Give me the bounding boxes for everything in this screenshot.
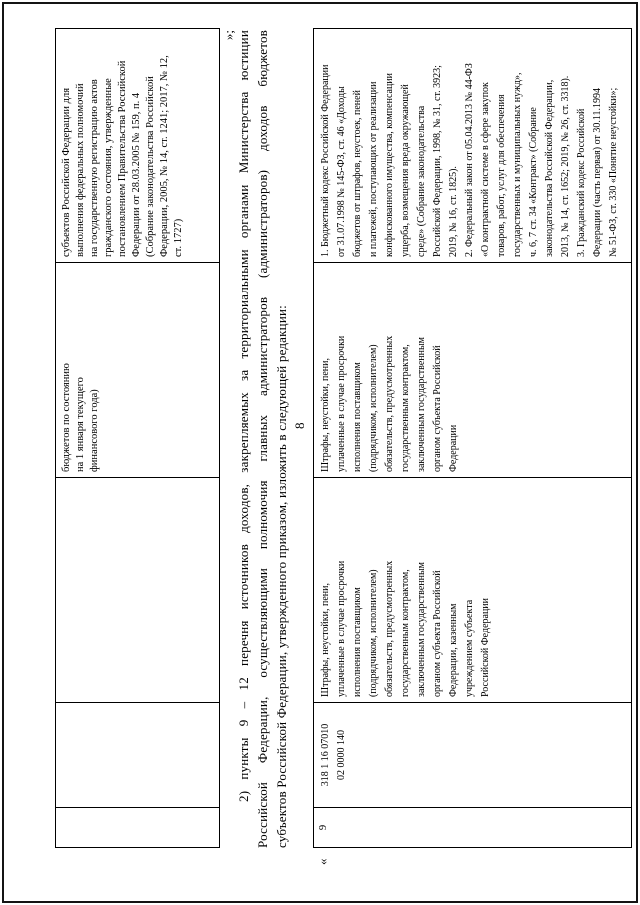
text-line: бюджетов от штрафов, неустоек, пеней	[352, 90, 363, 257]
paragraph-line: субъектов Российской Федерации, утвержденного приказом, изложить в следующей редакции:	[274, 305, 289, 848]
text-line: и платежей, поступающих от реализации	[368, 81, 379, 257]
text-line: законодательства Российской Федерации,	[544, 79, 555, 257]
text-line: государственным контрактом,	[400, 344, 411, 472]
t1-kbk-name-cell	[56, 477, 219, 702]
t2-kbk-name-cell	[314, 477, 631, 702]
text-line: ст. 1727)	[173, 218, 184, 257]
text-line: Федерации	[448, 424, 459, 472]
t2-source-name-cell	[314, 262, 631, 477]
t1-kbk-code-cell	[56, 702, 219, 807]
text-line: 1. Бюджетный кодекс Российской Федерации	[320, 64, 331, 257]
page-number: 8	[292, 422, 307, 429]
table-continuation-fragment	[55, 28, 220, 848]
text-line: (подрядчиком, исполнителем)	[368, 569, 379, 697]
text-line: ч. 6, 7 ст. 34 «Контракт» (Собрание	[528, 107, 539, 257]
text-line: (Собрание законодательства Российской	[145, 76, 156, 257]
text-line: Федерации от 28.03.2005 № 159, п. 4	[131, 92, 142, 257]
t1-source-name-cell	[56, 262, 219, 477]
text-line: ущерба, возмещения вреда окружающей	[400, 84, 411, 257]
text-line: учреждением субъекта	[464, 599, 475, 697]
text-line: «О контрактной системе в сфере закупок	[480, 82, 491, 257]
text-line: Российской Федерации	[480, 597, 491, 697]
text-line: Федерации, 2005, № 14, ст. 1241; 2017, № 12,	[159, 55, 170, 257]
text-line: на государственную регистрацию актов	[89, 79, 100, 257]
text-line: Штрафы, неустойки, пени,	[320, 583, 331, 697]
text-line: (подрядчиком, исполнителем)	[368, 344, 379, 472]
amendment-paragraph	[234, 30, 291, 848]
text-line: бюджетов по состоянию	[61, 363, 72, 472]
opening-quote-mark: «	[315, 858, 330, 865]
text-line: заключенным государственным	[416, 336, 427, 472]
text-line: выполнения федеральных полномочий	[75, 83, 86, 257]
text-line: конфискованного имущества, компенсации	[384, 73, 395, 257]
text-line: Федерации (часть первая) от 30.11.1994	[592, 87, 603, 257]
text-line: уплаченные в случае просрочки	[336, 335, 347, 472]
text-line: государственных и муниципальных нужд»,	[512, 72, 523, 257]
text-line: Федерации, казенным	[448, 603, 459, 697]
text-line: финансового года)	[89, 389, 100, 472]
text-line: обязательств, предусмотренных	[384, 560, 395, 697]
text-line: 2019, № 16, ст. 1825).	[448, 166, 459, 257]
text-line: № 51-ФЗ, ст. 330 «Понятие неустойки»;	[608, 87, 619, 257]
text-line: органом субъекта Российской	[432, 345, 443, 472]
text-line: Штрафы, неустойки, пени,	[320, 358, 331, 472]
text-line: на 1 января текущего	[75, 377, 86, 472]
text-line: органом субъекта Российской	[432, 570, 443, 697]
text-line: от 31.07.1998 № 145-ФЗ, ст. 46 «Доходы	[336, 86, 347, 257]
text-line: товаров, работ, услуг для обеспечения	[496, 94, 507, 257]
text-line: 3. Гражданский кодекс Российской	[576, 108, 587, 257]
text-line: обязательств, предусмотренных	[384, 335, 395, 472]
text-line: заключенным государственным	[416, 561, 427, 697]
text-line: исполнения поставщиком	[352, 362, 363, 472]
revenue-sources-table	[313, 28, 632, 848]
paragraph-line: 2) пункты 9 – 12 перечня источников доходов, закрепляемых за территориальными органами Министерства юстиции	[236, 30, 251, 802]
paragraph-line: Российской Федерации, осуществляющими полномочия главных администраторов (администраторов) доходов бюджетов	[255, 30, 270, 848]
text-line: 2. Федеральный закон от 05.04.2013 № 44-ФЗ	[464, 63, 475, 257]
closing-quote-mark: »;	[221, 30, 236, 41]
t2-legal-basis-cell	[314, 29, 631, 262]
text-line: исполнения поставщиком	[352, 587, 363, 697]
text-line: среде» (Собрание законодательства	[416, 105, 427, 257]
text-line: уплаченные в случае просрочки	[336, 560, 347, 697]
text-line: 318 1 16 07010	[320, 723, 331, 787]
text-line: 02 0000 140	[336, 730, 347, 780]
text-line: субъектов Российской Федерации для	[61, 87, 72, 257]
text-line: постановлением Правительства Российской	[117, 60, 128, 257]
text-line: 2013, № 14, ст. 1652; 2019, № 26, ст. 3318).	[560, 75, 571, 257]
t1-legal-basis-cell	[56, 29, 219, 262]
text-line: гражданского состояния, утвержденные	[103, 78, 114, 257]
t2-row-number-cell: 9	[314, 807, 631, 847]
t2-kbk-code-cell	[314, 702, 631, 807]
text-line: государственным контрактом,	[400, 569, 411, 697]
t1-row-number-cell	[56, 807, 219, 847]
text-line: Российской Федерации, 1998, № 31, ст. 3923;	[432, 65, 443, 257]
